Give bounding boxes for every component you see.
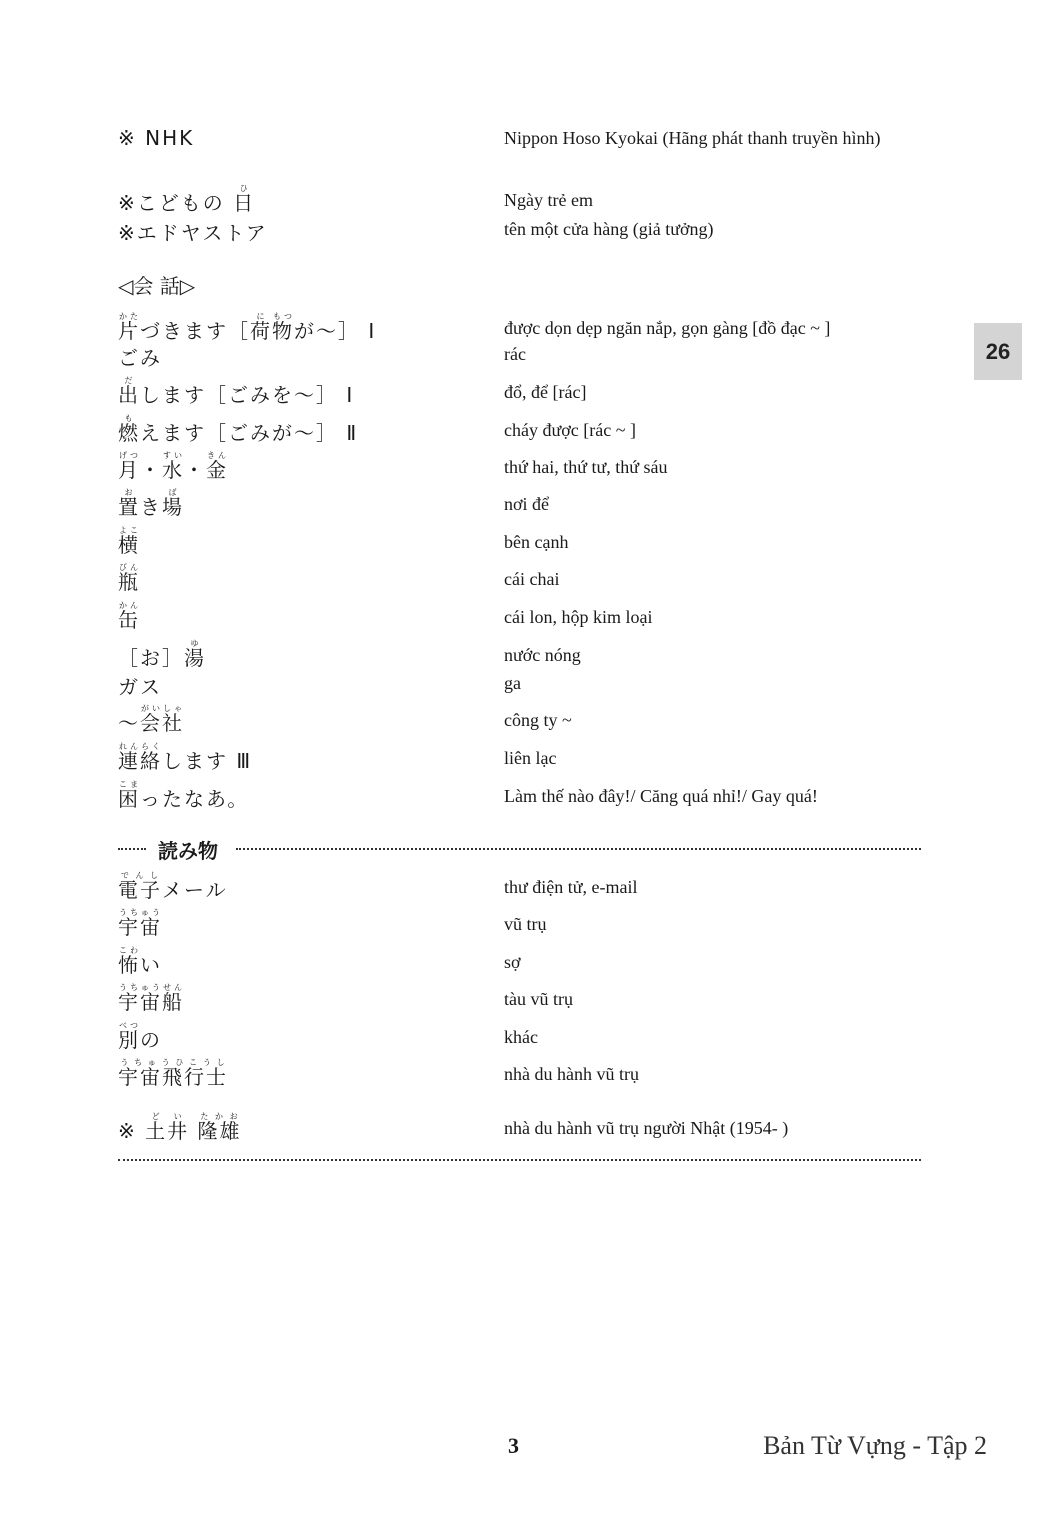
- japanese-term: [118, 342, 162, 371]
- vietnamese-meaning: được dọn dẹp ngăn nắp, gọn gàng [đồ đạc ~ ]: [504, 318, 831, 338]
- ruby-word: [272, 312, 294, 343]
- kanji: 燃: [118, 421, 140, 445]
- furigana: よこ: [118, 526, 140, 535]
- kana-text: ガス: [118, 675, 162, 699]
- kanji: 別: [118, 1028, 140, 1052]
- ruby-word: [162, 451, 184, 482]
- furigana: うちゅう: [118, 908, 162, 917]
- kanji: 隆雄: [197, 1119, 242, 1143]
- japanese-term: [118, 312, 376, 344]
- kana-text: い: [140, 953, 162, 977]
- yomimono-heading: 読み物: [158, 839, 218, 863]
- kana-text: づきます［: [140, 319, 250, 343]
- japanese-term: [118, 742, 252, 774]
- book-title: Bản Từ Vựng - Tập 2: [763, 1431, 987, 1460]
- furigana: お: [118, 488, 140, 497]
- dotted-divider-bottom: [118, 1159, 921, 1161]
- vietnamese-meaning: nơi để: [504, 494, 550, 514]
- vietnamese-meaning: đổ, để [rác]: [504, 382, 587, 402]
- ruby-word: [118, 312, 140, 343]
- japanese-term: [118, 871, 228, 903]
- japanese-term: [118, 601, 140, 633]
- furigana: びん: [118, 563, 140, 572]
- japanese-term: [118, 780, 249, 812]
- vietnamese-meaning: sợ: [504, 952, 521, 972]
- kanji: 缶: [118, 608, 140, 632]
- ruby-word: [118, 526, 140, 557]
- ruby-word: [118, 451, 140, 482]
- kana-text: ※: [118, 1119, 146, 1143]
- japanese-term: [118, 184, 255, 216]
- kanji: 怖: [118, 953, 140, 977]
- kana-text: ［お］: [118, 646, 184, 670]
- japanese-term: [118, 983, 184, 1015]
- vietnamese-meaning: thư điện tử, e-mail: [504, 877, 638, 897]
- japanese-term: [118, 451, 228, 483]
- japanese-term: [118, 1021, 162, 1053]
- kana-text: ・: [184, 458, 206, 482]
- dotted-divider-left: [118, 848, 146, 850]
- kanji: 会社: [140, 711, 184, 735]
- kana-text: ごみ: [118, 346, 162, 370]
- furigana: げつ: [118, 451, 140, 460]
- kana-text: の: [140, 1028, 162, 1052]
- kana-text: ※エドヤストア: [118, 221, 268, 245]
- vietnamese-meaning: cái lon, hộp kim loại: [504, 607, 653, 627]
- kanji: 出: [118, 383, 140, 407]
- japanese-term: [118, 376, 354, 408]
- furigana: もつ: [272, 312, 294, 321]
- vietnamese-meaning: vũ trụ: [504, 914, 547, 934]
- kana-text: き: [140, 495, 162, 519]
- kana-text: ※ NHK: [118, 126, 195, 150]
- japanese-term: [118, 704, 184, 736]
- japanese-term: [118, 217, 268, 246]
- kanji: 土井: [145, 1119, 190, 1143]
- kanji: 置: [118, 495, 140, 519]
- vietnamese-meaning: liên lạc: [504, 748, 557, 768]
- ruby-word: [233, 184, 256, 215]
- furigana: だ: [118, 376, 140, 385]
- ruby-word: [140, 704, 184, 735]
- kanji: 荷: [250, 319, 272, 343]
- furigana: れんらく: [118, 742, 162, 751]
- vietnamese-meaning: cháy được [rác ~ ]: [504, 420, 636, 440]
- ruby-word: [118, 601, 140, 632]
- ruby-word: [162, 488, 184, 519]
- japanese-term: [118, 488, 184, 520]
- kana-text: ※こどもの: [118, 191, 234, 215]
- ruby-word: [118, 742, 162, 773]
- kanji: 金: [206, 458, 228, 482]
- page-number: 3: [508, 1433, 519, 1458]
- kaiwa-heading: ◁会 話▷: [118, 274, 196, 298]
- ruby-word: [118, 1021, 140, 1052]
- ruby-word: [118, 908, 162, 939]
- vietnamese-meaning: bên cạnh: [504, 532, 569, 552]
- kana-text: が～］ Ⅰ: [294, 319, 377, 343]
- vietnamese-meaning: khác: [504, 1027, 538, 1047]
- ruby-word: [118, 414, 140, 445]
- japanese-term: [118, 526, 140, 558]
- furigana: どい: [145, 1112, 190, 1121]
- ruby-word: [118, 983, 184, 1014]
- vietnamese-meaning: cái chai: [504, 569, 560, 589]
- furigana: かた: [118, 312, 140, 321]
- ruby-word: [184, 639, 206, 670]
- vietnamese-meaning: Ngày trẻ em: [504, 190, 593, 210]
- ruby-word: [197, 1112, 242, 1143]
- furigana: も: [118, 414, 140, 423]
- furigana: すい: [162, 451, 184, 460]
- vietnamese-meaning: nước nóng: [504, 645, 581, 665]
- furigana: うちゅうひこうし: [118, 1058, 228, 1067]
- furigana: でんし: [118, 871, 162, 880]
- vietnamese-meaning: rác: [504, 344, 526, 364]
- japanese-term: [118, 563, 140, 595]
- furigana: こわ: [118, 946, 140, 955]
- kanji: 宇宙船: [118, 990, 184, 1014]
- furigana: うちゅうせん: [118, 983, 184, 992]
- furigana: たかお: [197, 1112, 242, 1121]
- lesson-tab: [974, 323, 1022, 380]
- furigana: に: [250, 312, 272, 321]
- kana-text: ったなあ。: [140, 787, 250, 811]
- kanji: 電子: [118, 878, 162, 902]
- kanji: 瓶: [118, 570, 140, 594]
- kanji: 場: [162, 495, 184, 519]
- japanese-term: [118, 639, 206, 671]
- japanese-term: [118, 908, 162, 940]
- kana-text: します［ごみを～］ Ⅰ: [140, 383, 355, 407]
- vietnamese-meaning: thứ hai, thứ tư, thứ sáu: [504, 457, 668, 477]
- japanese-term: [118, 1058, 228, 1090]
- dotted-divider-right: [236, 848, 921, 850]
- lesson-number: 26: [985, 338, 1011, 364]
- japanese-term: [118, 126, 194, 150]
- kana-text: ～: [118, 711, 140, 735]
- ruby-word: [118, 1058, 228, 1089]
- japanese-term: [118, 671, 162, 700]
- furigana: べつ: [118, 1021, 140, 1030]
- furigana: こま: [118, 780, 140, 789]
- vietnamese-meaning: tên một cửa hàng (giả tưởng): [504, 219, 714, 239]
- vietnamese-meaning: ga: [504, 673, 521, 693]
- furigana: かん: [118, 601, 140, 610]
- japanese-term: [118, 1112, 241, 1144]
- ruby-word: [145, 1112, 190, 1143]
- vietnamese-meaning: Nippon Hoso Kyokai (Hãng phát thanh truyền hình): [504, 128, 881, 148]
- furigana: きん: [206, 451, 228, 460]
- ruby-word: [118, 376, 140, 407]
- furigana: ゆ: [184, 639, 206, 648]
- vietnamese-meaning: tàu vũ trụ: [504, 989, 573, 1009]
- kanji: 横: [118, 533, 140, 557]
- kanji: 困: [118, 787, 140, 811]
- japanese-term: [118, 946, 162, 978]
- kana-text: ・: [140, 458, 162, 482]
- ruby-word: [118, 563, 140, 594]
- vietnamese-meaning: Làm thế nào đây!/ Căng quá nhỉ!/ Gay quá!: [504, 786, 818, 806]
- japanese-term: [118, 414, 358, 446]
- kana-text: えます［ごみが～］ Ⅱ: [140, 421, 359, 445]
- ruby-word: [118, 780, 140, 811]
- vietnamese-meaning: nhà du hành vũ trụ: [504, 1064, 639, 1084]
- kanji: 日: [233, 191, 256, 215]
- kanji: 湯: [184, 646, 206, 670]
- kanji: 水: [162, 458, 184, 482]
- kana-text: メール: [162, 878, 228, 902]
- kanji: 宇宙飛行士: [118, 1065, 228, 1089]
- ruby-word: [118, 946, 140, 977]
- vietnamese-meaning: nhà du hành vũ trụ người Nhật (1954- ): [504, 1118, 789, 1138]
- kanji: 物: [272, 319, 294, 343]
- ruby-word: [206, 451, 228, 482]
- ruby-word: [118, 871, 162, 902]
- kanji: 連絡: [118, 749, 162, 773]
- kanji: 月: [118, 458, 140, 482]
- furigana: がいしゃ: [140, 704, 184, 713]
- ruby-word: [250, 312, 272, 343]
- furigana: ひ: [233, 184, 256, 193]
- vietnamese-meaning: công ty ~: [504, 710, 572, 730]
- ruby-word: [118, 488, 140, 519]
- kanji: 片: [118, 319, 140, 343]
- kana-text: します Ⅲ: [162, 749, 253, 773]
- kanji: 宇宙: [118, 915, 162, 939]
- furigana: ば: [162, 488, 184, 497]
